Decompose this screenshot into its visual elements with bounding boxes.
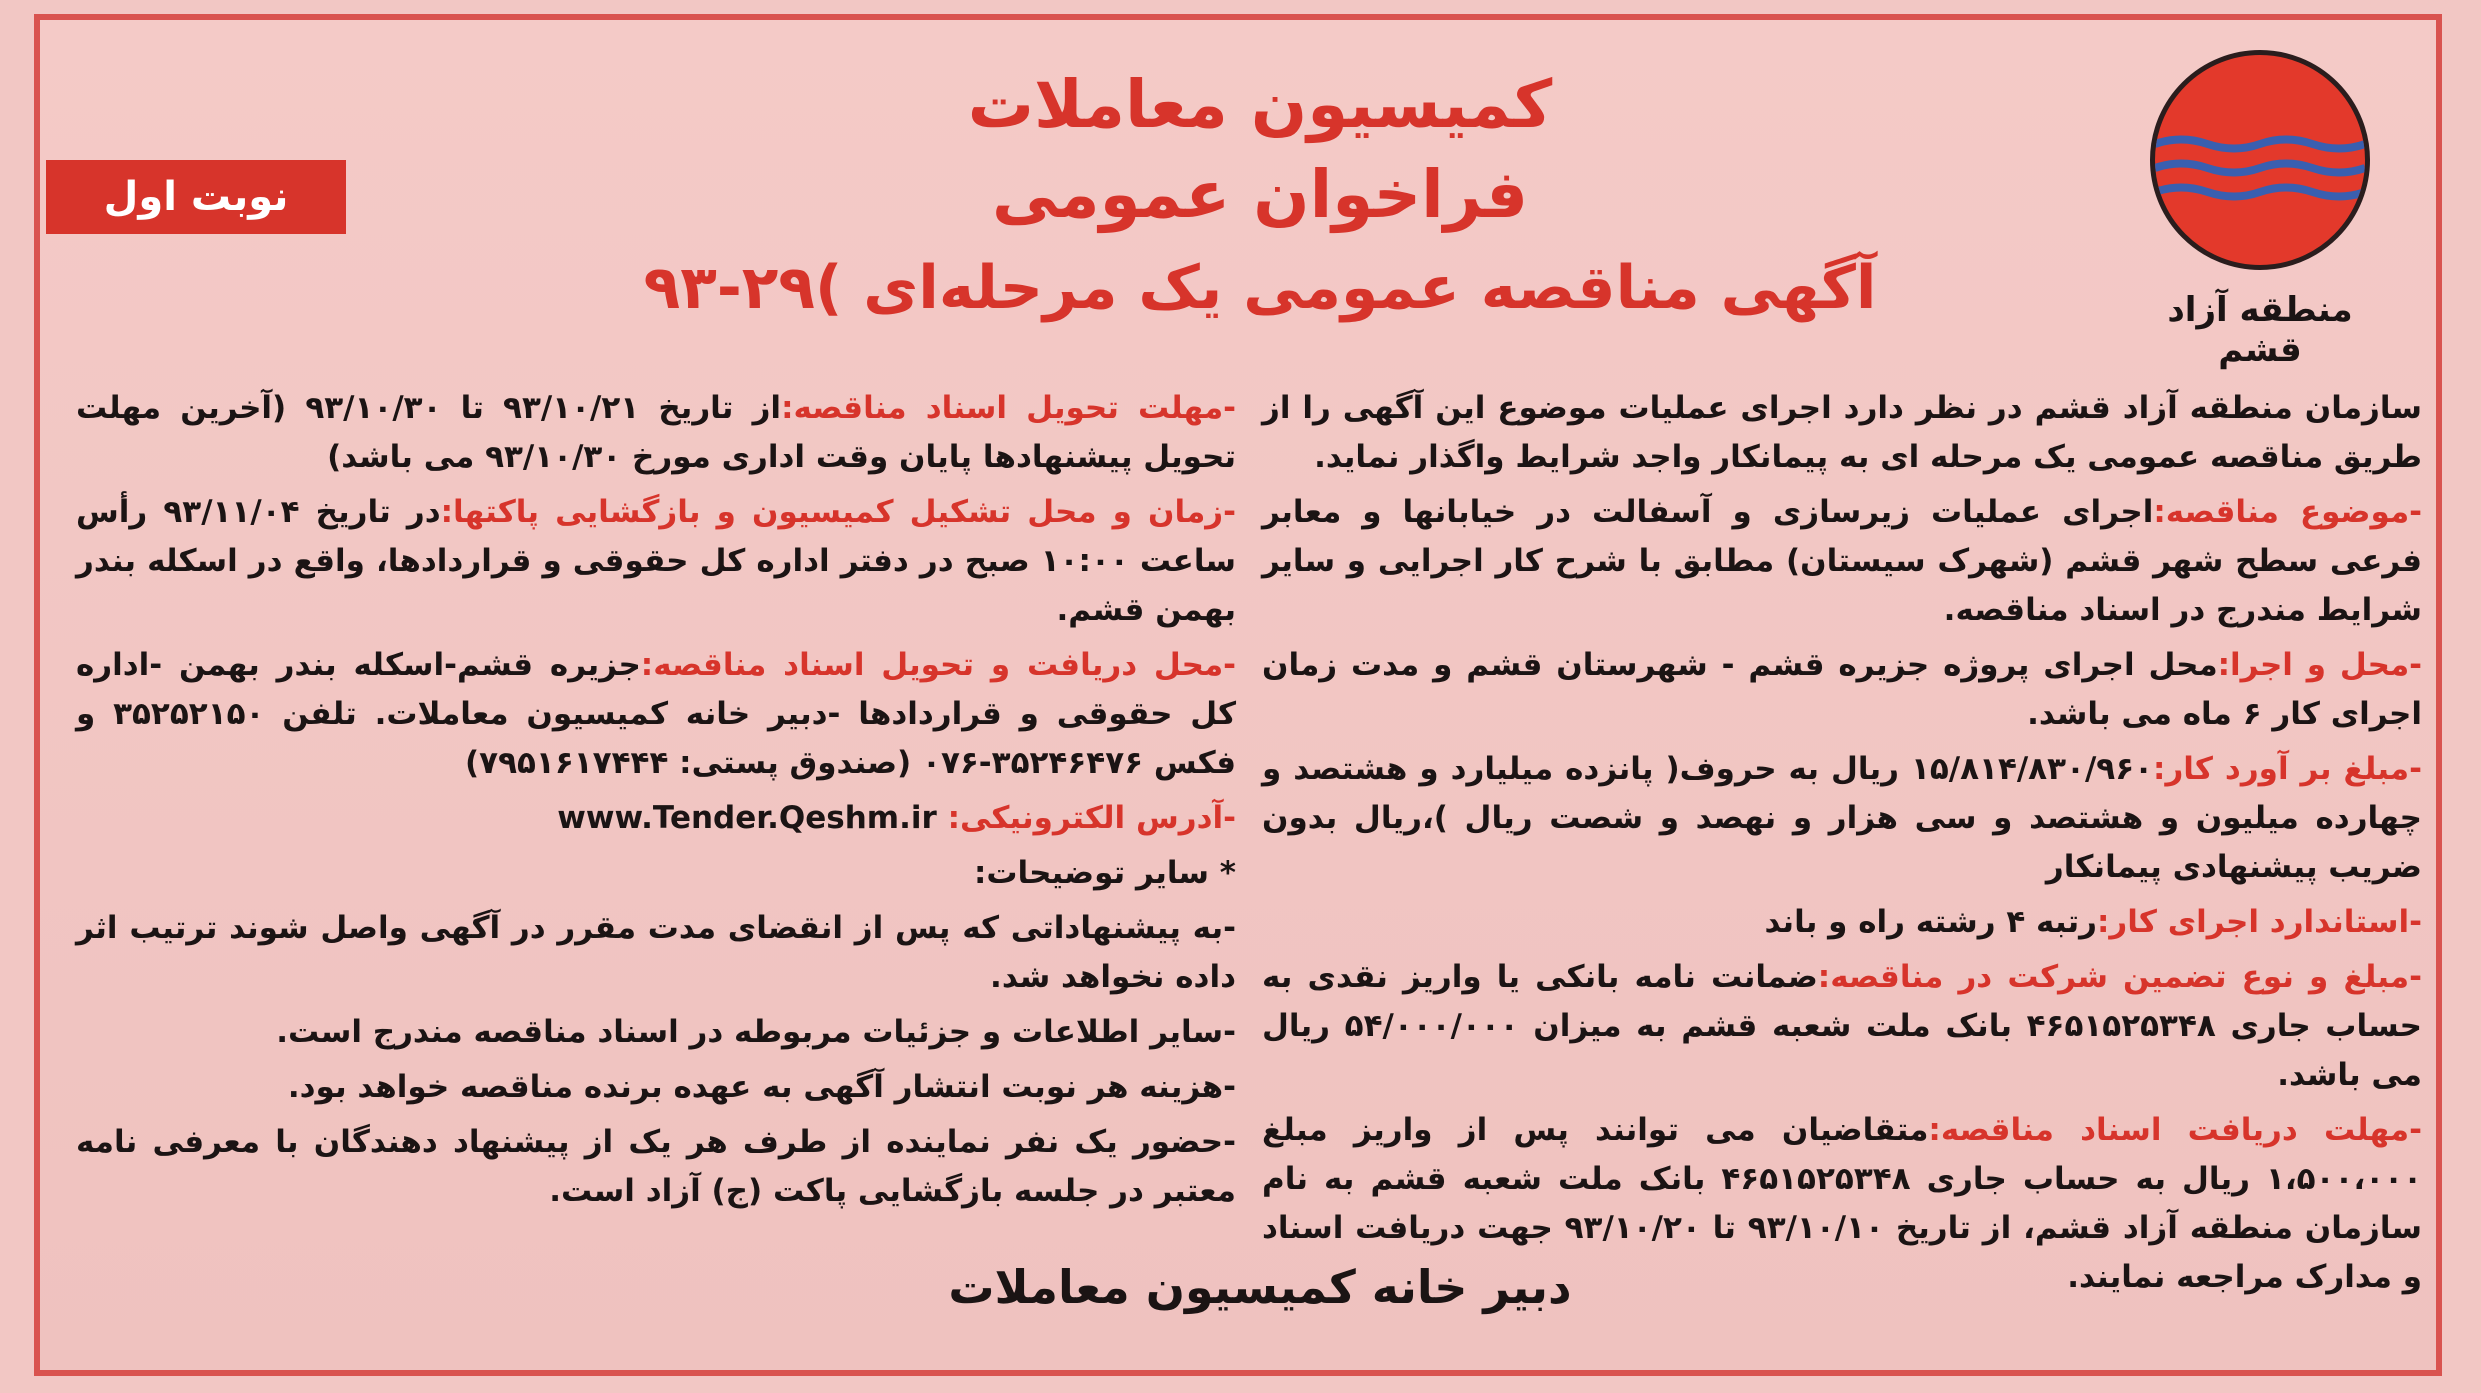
item-label: -محل و اجرا: [2217,647,2423,683]
tender-standard [1262,898,2422,947]
item-text: از تاریخ ۹۳/۱۰/۲۱ تا ۹۳/۱۰/۳۰ (آخرین مهلت تحویل پیشنهادها پایان وقت اداری مورخ ۹۳/۱۰/۳۰ می باشد) [76,390,1236,475]
tender-guarantee [1262,953,2422,1100]
item-label: -زمان و محل تشکیل کمیسیون و بازگشایی پاکتها: [440,494,1236,530]
opening-session [76,488,1236,635]
item-text: ۱۵/۸۱۴/۸۳۰/۹۶۰ ریال به حروف( پانزده میلیارد و هشتصد و چهارده میلیون و هشتصد و سی هزار و نهصد و شصت ریال )،ریال بدون ضریب پیشنهادی پیمانکار [1262,751,2422,885]
item-text: رتبه ۴ رشته راه و باند [1764,904,2097,940]
item-label: -مبلغ بر آورد کار: [2153,751,2422,787]
note-item: -سایر اطلاعات و جزئیات مربوطه در اسناد مناقصه مندرج است. [276,1014,1236,1050]
submission-deadline [76,384,1236,482]
publication-round-badge: نوبت اول [46,160,346,234]
header [520,60,2000,336]
item-label: -مهلت دریافت اسناد مناقصه: [1928,1112,2422,1148]
item-text: جزیره قشم-اسکله بندر بهمن -اداره کل حقوقی و قراردادها -دبیر خانه کمیسیون معاملات. تلفن ۳۵۲۵۲۱۵۰ و فکس ۳۵۲۴۶۴۷۶-۰۷۶ (صندوق پستی: ۷۹۵۱۶۱۷۴۴۴) [76,647,1237,781]
notes-title: * سایر توضیحات: [973,855,1236,891]
website-link[interactable]: www.Tender.Qeshm.ir [557,800,937,836]
header-public-call: فراخوان عمومی [991,156,1529,233]
item-text: در تاریخ ۹۳/۱۱/۰۴ رأس ساعت ۱۰:۰۰ صبح در دفتر اداره کل حقوقی و قراردادها، واقع در اسکله بندر بهمن قشم. [76,494,1236,628]
logo-emblem-icon [2150,50,2370,270]
note-item: -به پیشنهاداتی که پس از انقضای مدت مقرر در آگهی واصل شوند ترتیب اثر داده نخواهد شد. [76,910,1236,995]
item-text: اجرای عملیات زیرسازی و آسفالت در خیابانها و معابر فرعی سطح شهر قشم (شهرک سیستان) مطابق با شرح کار اجرایی و سایر شرایط مندرج در اسناد مناقصه. [1262,494,2422,628]
right-column [1262,384,2422,1308]
tender-subject [1262,488,2422,635]
intro-paragraph: سازمان منطقه آزاد قشم در نظر دارد اجرای عملیات موضوع این آگهی را از طریق مناقصه عمومی یک مرحله ای به پیمانکار واجد شرایط واگذار نماید. [1262,390,2422,475]
item-label: -مبلغ و نوع تضمین شرکت در مناقصه: [1817,959,2422,995]
logo-name: منطقه آزاد قشم [2167,290,2353,370]
item-text: متقاضیان می توانند پس از واریز مبلغ ۱،۵۰۰،۰۰۰ ریال به حساب جاری ۴۶۵۱۵۲۵۳۴۸ بانک ملت شعبه قشم به نام سازمان منطقه آزاد قشم، از تاریخ ۹۳/۱۰/۱۰ تا ۹۳/۱۰/۲۰ جهت دریافت اسناد و مدارک مراجعه نمایند. [1262,1112,2422,1295]
footer-signature: دبیر خانه کمیسیون معاملات [948,1260,1572,1314]
website-label: -آدرس الکترونیکی: [947,800,1236,836]
item-label: -محل دریافت و تحویل اسناد مناقصه: [640,647,1237,683]
header-tender-title: آگهی مناقصه عمومی یک مرحله‌ای )۲۹-۹۳ [643,253,1877,323]
qeshm-free-zone-logo [2130,50,2390,370]
item-text: ضمانت نامه بانکی یا واریز نقدی به حساب جاری ۴۶۵۱۵۲۵۳۴۸ بانک ملت شعبه قشم به میزان ۵۴/۰۰۰/۰۰۰ ریال می باشد. [1262,959,2422,1093]
item-label: -مهلت تحویل اسناد مناقصه: [781,390,1237,426]
item-label: -استاندارد اجرای کار: [2097,904,2422,940]
tender-location [1262,641,2422,739]
left-column [76,384,1236,1222]
note-item: -هزینه هر نوبت انتشار آگهی به عهده برنده مناقصه خواهد بود. [287,1069,1236,1105]
item-label: -موضوع مناقصه: [2153,494,2423,530]
note-item: -حضور یک نفر نماینده از طرف هر یک از پیشنهاد دهندگان با معرفی نامه معتبر در جلسه بازگشایی پاکت (ج) آزاد است. [76,1124,1236,1209]
header-commission-title: کمیسیون معاملات [967,66,1553,143]
item-text: محل اجرای پروژه جزیره قشم - شهرستان قشم و مدت زمان اجرای کار ۶ ماه می باشد. [1262,647,2422,732]
website-line [76,794,1236,843]
tender-estimate [1262,745,2422,892]
document-office [76,641,1236,788]
